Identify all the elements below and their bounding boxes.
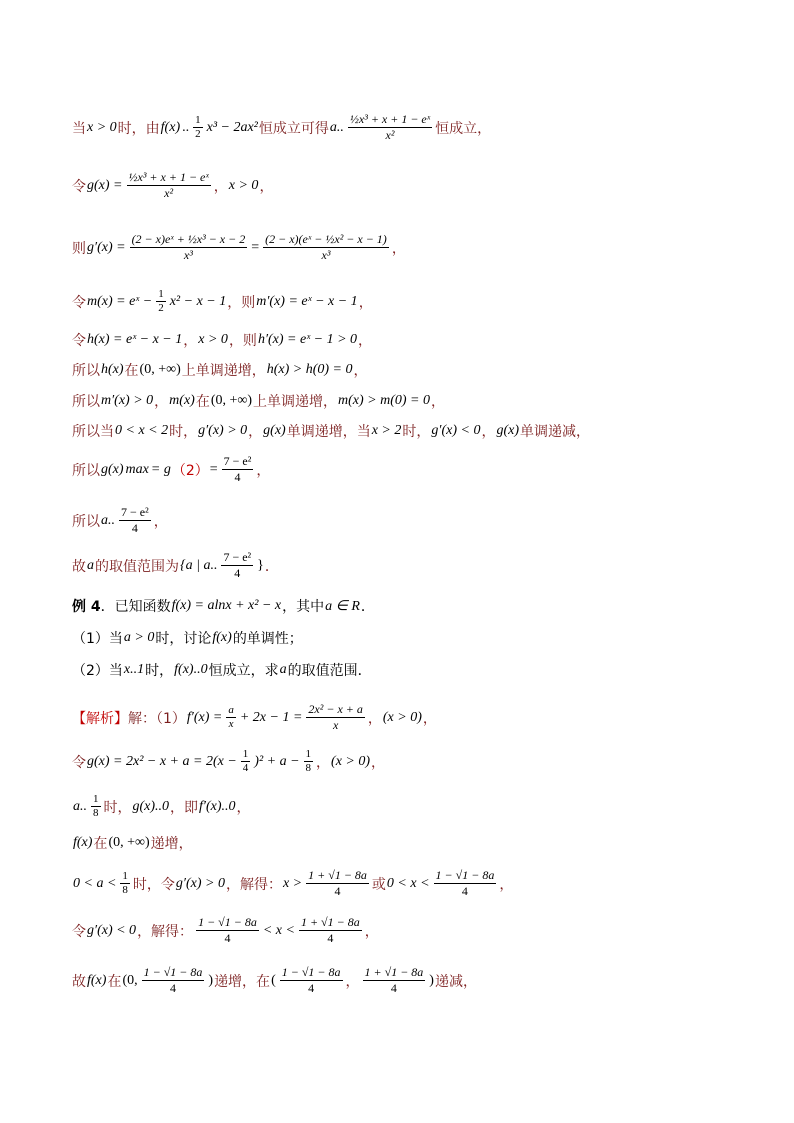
- text: ，即: [170, 799, 199, 816]
- math: g(x) =: [87, 177, 123, 193]
- fraction: $\frac{1}{2}$: [158, 288, 164, 314]
- text: ，则: [228, 333, 257, 349]
- fraction: $\frac{1}{4}$: [242, 748, 249, 774]
- analysis-label: 【解析】: [72, 710, 128, 727]
- math: g′(x) < 0: [87, 922, 137, 938]
- fraction: $\frac{\text{2x² − x + a}}{x}$: [308, 702, 363, 732]
- math: f′(x) =: [186, 709, 223, 725]
- math: x³ − 2ax²: [206, 119, 258, 135]
- math: m(x) = eˣ −: [87, 293, 153, 309]
- math: a: [279, 662, 287, 677]
- math: ..: [182, 119, 190, 135]
- fraction: $\frac{\text{7 − e²}}{4}$: [223, 454, 252, 484]
- fraction: $\frac{1}{8}$: [122, 870, 128, 896]
- math: =: [251, 239, 260, 255]
- text: ．已知函数: [100, 599, 171, 615]
- math: a ∈ R: [325, 598, 360, 614]
- text: ，: [353, 363, 368, 379]
- math: g′(x) > 0: [175, 875, 225, 891]
- text: 在: [107, 973, 122, 990]
- text: ，: [316, 754, 331, 771]
- line-15: [72, 702, 437, 733]
- math: f′(x)..0: [199, 798, 236, 814]
- text: ，: [499, 876, 514, 893]
- text: ，解得：: [137, 923, 194, 940]
- text: ，: [367, 710, 382, 727]
- math: g′(x) < 0: [431, 423, 481, 438]
- text: 单调递增，当: [286, 424, 371, 440]
- text: 时，: [103, 799, 132, 816]
- text: ，: [391, 240, 406, 257]
- math: (x > 0): [331, 753, 371, 769]
- math: (0, +∞): [139, 362, 181, 377]
- math: (x > 0): [382, 709, 422, 725]
- text: 上单调递增，: [253, 394, 338, 410]
- line-10: [72, 505, 168, 536]
- math: < x <: [262, 922, 295, 938]
- text: 令: [72, 754, 86, 771]
- text: 递增，: [150, 836, 193, 852]
- line-21: [72, 965, 477, 996]
- line-3: [72, 232, 406, 263]
- line-20: [72, 915, 379, 946]
- math-subscript: max: [125, 461, 149, 477]
- text: ，: [345, 973, 360, 990]
- math: g(x): [263, 423, 286, 438]
- line-14: [72, 660, 372, 680]
- text: 当: [72, 120, 86, 137]
- math: 0 < x <: [386, 875, 430, 891]
- math: f(x): [160, 119, 181, 135]
- math: + 2x − 1 =: [239, 709, 303, 725]
- math: }: [257, 557, 264, 573]
- math: h(x) > h(0) = 0: [266, 362, 353, 377]
- text: ，: [422, 710, 437, 727]
- text: ，: [358, 294, 373, 311]
- line-2: [72, 170, 273, 201]
- text: 的取值范围．: [287, 663, 372, 679]
- math: x > 0: [87, 119, 117, 135]
- text: ，: [183, 333, 198, 349]
- text: 时，: [402, 424, 431, 440]
- math: h(x) = eˣ − x − 1: [87, 332, 183, 347]
- math: h(x): [101, 362, 124, 377]
- text: （2）: [171, 462, 209, 479]
- line-17: [72, 793, 251, 820]
- text: 所以当: [72, 424, 114, 440]
- text: 时，: [169, 424, 198, 440]
- text: ，解得：: [225, 876, 282, 893]
- fraction: $\frac{1 + √1 - 8a}{4}$: [308, 868, 367, 898]
- text: 所以: [72, 513, 100, 530]
- text: 时，令: [132, 876, 175, 893]
- fraction: $\frac{1 - √1 - 8a}{4}$: [435, 868, 495, 898]
- math: (0, +∞): [108, 835, 150, 850]
- text: 则: [72, 240, 86, 257]
- math: a > 0: [123, 630, 155, 645]
- text: 恒成立，: [435, 120, 492, 137]
- text: ，: [154, 394, 169, 410]
- fraction: $\frac{1 - √1 - 8a}{4}$: [143, 965, 203, 995]
- text: ，: [248, 424, 263, 440]
- text: 在: [195, 394, 210, 410]
- fraction: $\frac{\text{(2 − x)(eˣ − ½x² − x − 1)}}{\text{x³}}$: [265, 232, 387, 262]
- math: g(x): [101, 461, 124, 477]
- text: 故: [72, 558, 86, 575]
- math: f(x) = alnx + x² − x: [171, 598, 282, 613]
- fraction: $\frac{\text{½x³ + x + 1 − eˣ}}{\text{x²}}$: [349, 112, 431, 142]
- text: 解：（1）: [128, 710, 186, 727]
- math: f(x): [73, 835, 93, 850]
- math: a..: [329, 119, 344, 135]
- text: 所以: [72, 462, 100, 479]
- text: 令: [72, 923, 86, 940]
- text: 单调递减，: [520, 424, 590, 440]
- fraction: $\frac{\text{(2 − x)eˣ + ½x³ − x − 2}}{\text{x³}}$: [131, 232, 246, 262]
- example-label: 例 4: [72, 599, 101, 615]
- text: 所以: [72, 394, 100, 410]
- math: g(x)..0: [132, 798, 170, 814]
- math: g(x) = 2x² − x + a = 2(x −: [87, 753, 237, 769]
- math: h′(x) = eˣ − 1 > 0: [257, 332, 358, 347]
- math: x > 0: [228, 177, 259, 193]
- math: ): [208, 972, 214, 988]
- math: 0 < a <: [73, 875, 117, 891]
- math: m′(x) = eˣ − x − 1: [256, 293, 358, 309]
- text: ，其中: [282, 599, 325, 615]
- math: {a | a..: [180, 557, 218, 573]
- math: f(x): [87, 972, 107, 988]
- line-8: [72, 421, 590, 441]
- text: 的单调性；: [232, 631, 303, 647]
- text: 时，: [145, 663, 174, 679]
- text: ，: [259, 178, 274, 195]
- line-18: [72, 833, 193, 853]
- text: 恒成立可得: [258, 120, 329, 137]
- fraction: $\frac{1 - √1 - 8a}{4}$: [281, 965, 341, 995]
- math: f(x)..0: [174, 662, 208, 677]
- text: （1）当: [72, 631, 123, 647]
- math: a..: [73, 798, 87, 814]
- text: （2）当: [72, 663, 123, 679]
- text: ．: [360, 599, 375, 615]
- math: x² − x − 1: [169, 293, 227, 309]
- math: ): [429, 972, 434, 988]
- text: 上单调递增，: [181, 363, 266, 379]
- text: ，: [153, 513, 168, 530]
- math: g′(x) =: [87, 239, 126, 255]
- math: g′(x) > 0: [198, 423, 248, 438]
- math: a: [87, 557, 94, 573]
- math: x > 0: [198, 332, 228, 347]
- line-12: [72, 596, 375, 616]
- line-9: [72, 454, 270, 485]
- line-1: [72, 112, 491, 143]
- fraction: $\frac{1}{8}$: [305, 748, 312, 774]
- math: = g: [150, 461, 171, 477]
- math: (0,: [122, 972, 138, 988]
- math: a..: [101, 512, 115, 528]
- fraction: $\frac{1 + √1 - 8a}{4}$: [364, 965, 424, 995]
- line-16: [72, 748, 385, 775]
- line-11: [72, 550, 279, 581]
- fraction: $\frac{1}{2}$: [195, 114, 201, 140]
- fraction: $\frac{a}{x}$: [228, 704, 234, 730]
- math: x..1: [123, 662, 145, 677]
- text: 恒成立，求: [208, 663, 279, 679]
- text: ，: [358, 333, 373, 349]
- text: ，: [364, 923, 379, 940]
- line-7: [72, 391, 445, 411]
- text: 令: [72, 333, 86, 349]
- text: 所以: [72, 363, 100, 379]
- text: 在: [93, 836, 108, 852]
- math: x >: [282, 875, 303, 891]
- text: 故: [72, 973, 86, 990]
- line-19: [72, 868, 513, 899]
- text: 或: [371, 876, 386, 893]
- math: m′(x) > 0: [101, 393, 154, 408]
- line-4: [72, 288, 373, 315]
- text: ，: [431, 394, 446, 410]
- math: (: [271, 972, 276, 988]
- text: 的取值范围为: [95, 558, 179, 575]
- text: 时，由: [117, 120, 160, 137]
- text: 令: [72, 294, 86, 311]
- fraction: $\frac{1 + √1 - 8a}{4}$: [300, 915, 360, 945]
- math: f(x): [212, 630, 232, 645]
- text: ，: [213, 178, 228, 195]
- text: 递增，在: [214, 973, 271, 990]
- line-6: [72, 360, 368, 380]
- line-5: [72, 330, 372, 350]
- text: ，: [256, 462, 271, 479]
- fraction: $\frac{\text{7 − e²}}{4}$: [223, 550, 252, 580]
- line-13: [72, 628, 303, 648]
- text: ．: [264, 558, 279, 575]
- math: )² + a −: [254, 753, 300, 769]
- math: g(x): [496, 423, 519, 438]
- math: =: [209, 461, 218, 477]
- text: 在: [124, 363, 139, 379]
- text: ，则: [227, 294, 256, 311]
- text: ，: [236, 799, 251, 816]
- math: x > 2: [371, 423, 402, 438]
- fraction: $\frac{\text{½x³ + x + 1 − eˣ}}{\text{x²}}$: [128, 170, 209, 200]
- fraction: $\frac{1 - √1 - 8a}{4}$: [198, 915, 257, 945]
- text: 递减，: [434, 973, 477, 990]
- text: 时，讨论: [155, 631, 212, 647]
- math: m(x): [169, 393, 195, 408]
- fraction: $\frac{1}{8}$: [93, 793, 99, 819]
- math: (0, +∞): [210, 393, 253, 408]
- math: 0 < x < 2: [115, 423, 169, 438]
- text: ，: [371, 754, 386, 771]
- fraction: $\frac{\text{7 − e²}}{4}$: [121, 505, 149, 535]
- text: 令: [72, 178, 86, 195]
- text: ，: [481, 424, 496, 440]
- math: m(x) > m(0) = 0: [338, 393, 431, 408]
